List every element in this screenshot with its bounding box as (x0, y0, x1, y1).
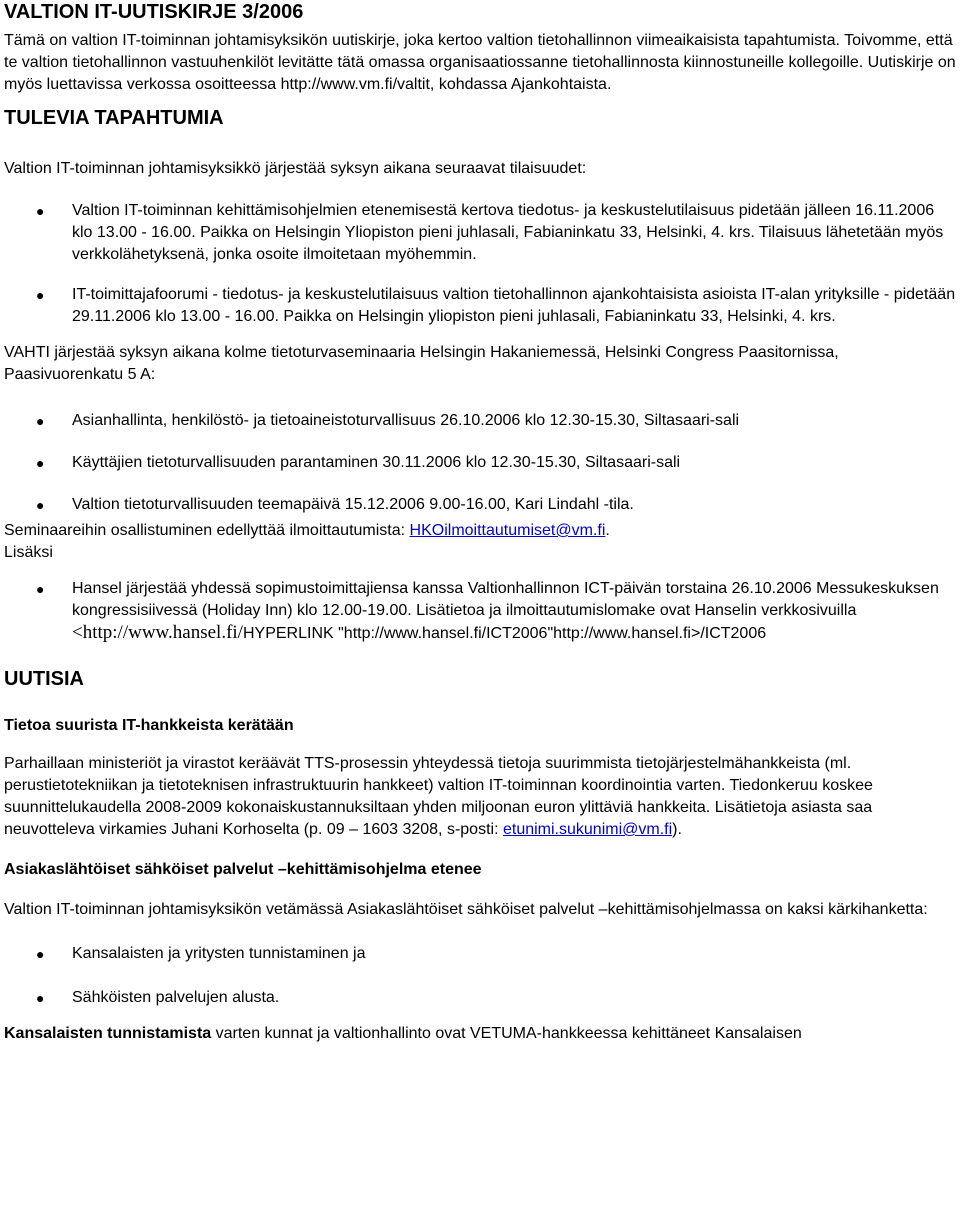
list-item (4, 578, 956, 645)
bullet-icon: ● (36, 287, 45, 303)
intro-paragraph: Tämä on valtion IT-toiminnan johtamisyksikön uutiskirje, joka kertoo valtion tietohallinnon viimeaikaisista tapahtumista. Toivomme, että te valtion tietohallinnon vastuuhenkilöt levitätte tätä omassa organisaatiossanne tietohallinnosta kiinnostuneille kollegoille. Uutiskirje on myös luettavissa verkossa osoitteessa http://www.vm.fi/valtit, kohdassa Ajankohtaista. (4, 32, 956, 93)
bullet-icon: ● (36, 497, 45, 513)
news-heading: UUTISIA (4, 668, 84, 690)
bullet-icon: ● (36, 455, 45, 471)
registration-text: Seminaareihin osallistuminen edellyttää ilmoittautumista: (4, 522, 410, 539)
registration-email-link[interactable]: HKOilmoittautumiset@vm.fi (409, 522, 606, 539)
list-item (4, 452, 956, 474)
registration-paragraph (4, 520, 956, 542)
bullet-icon: ● (36, 581, 45, 597)
events-list (4, 200, 956, 328)
news-item-title: Asiakaslähtöiset sähköiset palvelut –kehittämisohjelma etenee (4, 861, 482, 878)
list-item (4, 200, 956, 266)
closing-bold-text: Kansalaisten tunnistamista (4, 1025, 212, 1042)
project-item-text: Kansalaisten ja yritysten tunnistaminen ja (72, 945, 366, 962)
seminar-item-text: Käyttäjien tietoturvallisuuden parantaminen 30.11.2006 klo 12.30-15.30, Siltasaari-sali (72, 454, 681, 471)
hansel-url-text: <http://www.hansel.fi/ (72, 622, 243, 643)
list-item (4, 284, 956, 328)
news-item-body (4, 753, 956, 841)
news-item-suffix: ). (672, 821, 682, 838)
bullet-icon: ● (36, 413, 45, 429)
hansel-hyperlink-text: HYPERLINK "http://www.hansel.fi/ICT2006"http://www.hansel.fi>/ICT2006 (242, 625, 767, 642)
news-item-body: Valtion IT-toiminnan johtamisyksikön vetämässä Asiakaslähtöiset sähköiset palvelut –kehittämisohjelmassa on kaksi kärkihanketta: (4, 901, 928, 918)
list-item (4, 943, 956, 965)
project-item-text: Sähköisten palvelujen alusta. (72, 989, 280, 1006)
event-item-text: Valtion IT-toiminnan kehittämisohjelmien etenemisestä kertova tiedotus- ja keskustelutilaisuus pidetään jälleen 16.11.2006 klo 13.00 - 16.00. Paikka on Helsingin Yliopiston pieni juhlasali, Fabianinkatu 33, Helsinki, 4. krs. Tilaisuus lähetetään myös verkkolähetyksenä, jonka osoite ilmoitetaan myöhemmin. (72, 202, 944, 263)
event-item-text: IT-toimittajafoorumi - tiedotus- ja keskustelutilaisuus valtion tietohallinnon ajankohtaisista asioista IT-alan yrityksille - pidetään 29.11.2006 klo 13.00 - 16.00. Paikka on Helsingin yliopiston pieni juhlasali, Fabianinkatu 33, Helsinki, 4. krs. (72, 286, 956, 325)
news-item-text: Parhaillaan ministeriöt ja virastot keräävät TTS-prosessin yhteydessä tietoja suurimmista tietojärjestelmähankkeista (ml. perustietotekniikan ja tietoteknisen infrastruktuurin hankkeet) valtion IT-toiminnan koordinointia varten. Tiedonkeruu koskee suunnittelukaudella 2008-2009 kokonaiskustannuksiltaan yhden miljoonan euron ylittäviä hankkeita. Lisätietoja asiasta saa neuvotteleva virkamies Juhani Korhoselta (p. 09 – 1603 3208, s-posti: (4, 755, 873, 838)
closing-paragraph (4, 1023, 956, 1045)
registration-suffix: . (605, 522, 610, 539)
contact-email-link[interactable]: etunimi.sukunimi@vm.fi (502, 821, 673, 838)
project-list (4, 943, 956, 1009)
closing-text: varten kunnat ja valtionhallinto ovat VETUMA-hankkeessa kehittäneet Kansalaisen (211, 1025, 802, 1042)
vahti-paragraph: VAHTI järjestää syksyn aikana kolme tietoturvaseminaaria Helsingin Hakaniemessä, Helsinki Congress Paasitornissa, Paasivuorenkatu 5 A: (4, 344, 839, 383)
hansel-text: Hansel järjestää yhdessä sopimustoimittajiensa kanssa Valtionhallinnon ICT-päivän torstaina 26.10.2006 Messukeskuksen kongressisiivessä (Holiday Inn) klo 12.00-19.00. Lisätietoa ja ilmoittautumislomake ovat Hanselin verkkosivuilla (72, 580, 939, 619)
bullet-icon: ● (36, 946, 45, 962)
hansel-list (4, 578, 956, 645)
bullet-icon: ● (36, 203, 45, 219)
seminar-item-text: Asianhallinta, henkilöstö- ja tietoaineistoturvallisuus 26.10.2006 klo 12.30-15.30, Siltasaari-sali (72, 412, 740, 429)
seminar-item-text: Valtion tietoturvallisuuden teemapäivä 15.12.2006 9.00-16.00, Kari Lindahl -tila. (72, 496, 634, 513)
list-item (4, 494, 956, 516)
lisaksi-label: Lisäksi (4, 544, 53, 561)
events-heading: TULEVIA TAPAHTUMIA (4, 107, 224, 129)
events-lead: Valtion IT-toiminnan johtamisyksikkö järjestää syksyn aikana seuraavat tilaisuudet: (4, 160, 587, 177)
news-item-title: Tietoa suurista IT-hankkeista kerätään (4, 717, 294, 734)
list-item (4, 987, 956, 1009)
newsletter-title: VALTION IT-UUTISKIRJE 3/2006 (4, 1, 304, 23)
seminar-list (4, 410, 956, 516)
list-item (4, 410, 956, 432)
bullet-icon: ● (36, 990, 45, 1006)
